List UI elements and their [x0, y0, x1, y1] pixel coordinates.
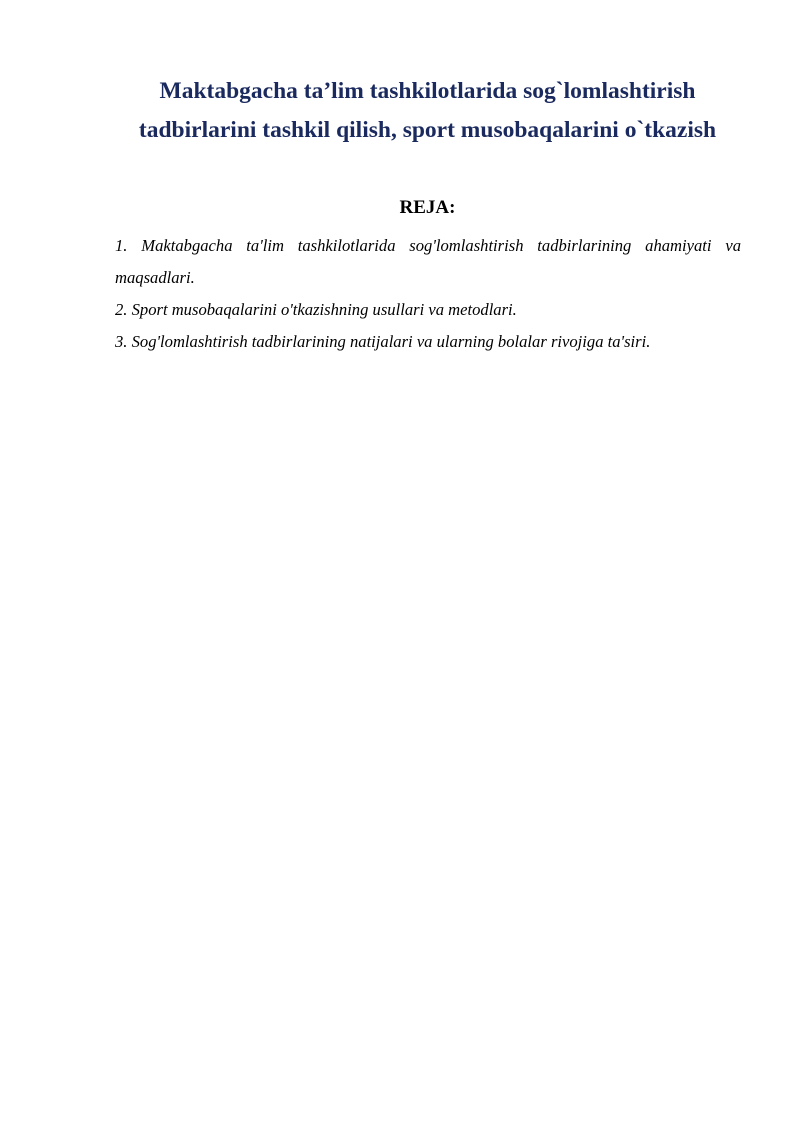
document-title [100, 72, 755, 150]
title-line-1: Maktabgacha ta’lim tashkilotlarida sog`lomlashtirish [159, 78, 696, 104]
plan-item-3: 3. Sog'lomlashtirish tadbirlarining natijalari va ularning bolalar rivojiga ta'siri. [115, 332, 651, 351]
plan-item-1: 1. Maktabgacha ta'lim tashkilotlarida sog'lomlashtirish tadbirlarining ahamiyati va maqsadlari. [115, 236, 741, 287]
plan-item-2: 2. Sport musobaqalarini o'tkazishning usullari va metodlari. [115, 300, 517, 319]
plan-list [115, 230, 741, 358]
title-line-2: tadbirlarini tashkil qilish, sport musobaqalarini o`tkazish [138, 117, 717, 143]
plan-heading: REJA: [399, 197, 456, 218]
